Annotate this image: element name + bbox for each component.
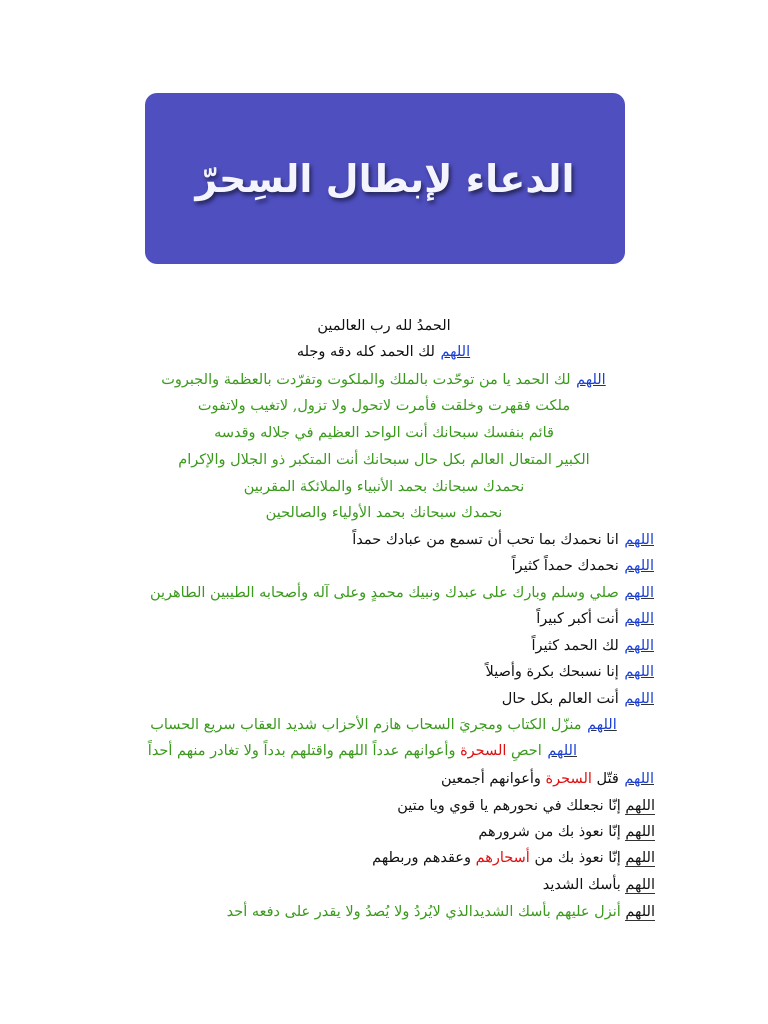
highlight-word: السحرة [545,771,592,787]
prayer-line: اللهم احصِ السحرة وأعوانهم عدداً اللهم واقتلهم بدداً ولا تغادر منهم أحداً [147,743,577,759]
prayer-line: الكبير المتعال العالم بكل حال سبحانك أنت المتكبر ذو الجلال والإكرام [178,452,590,468]
allahumma-link[interactable]: اللهم [624,771,654,787]
allahumma-link[interactable]: اللهم [624,558,654,574]
allahumma-label: اللهم [625,877,655,893]
allahumma-link[interactable]: اللهم [624,532,654,548]
prayer-line: اللهم لك الحمد يا من توحّدت بالملك والملكوت وتفرّدت بالعظمة والجبروت [161,372,606,388]
allahumma-label: اللهم [625,850,655,866]
page-title: الدعاء لإبطال السِحرّ [195,156,575,201]
prayer-line: نحمدك سبحانك بحمد الأولياء والصالحين [265,505,503,521]
allahumma-link[interactable]: اللهم [624,585,654,601]
prayer-line: قائم بنفسك سبحانك أنت الواحد العظيم في جلاله وقدسه [214,425,554,441]
highlight-word: أسحارهم [475,850,530,866]
allahumma-label: اللهم [625,798,655,814]
highlight-word: السحرة [460,743,507,759]
allahumma-label: اللهم [625,904,655,920]
prayer-line: اللهم إنّا نعوذ بك من أسحارهم وعقدهم وربطهم [372,850,655,866]
allahumma-link[interactable]: اللهم [624,691,654,707]
allahumma-link[interactable]: اللهم [547,743,577,759]
allahumma-link[interactable]: اللهم [624,664,654,680]
prayer-line: اللهم أنت أكبر كبيراً [536,611,654,627]
prayer-line: اللهم نحمدك حمداً كثيراً [511,558,654,574]
allahumma-link[interactable]: اللهم [440,344,471,360]
allahumma-link[interactable]: اللهم [624,638,654,654]
prayer-line: اللهم لك الحمد كثيراً [531,638,654,654]
prayer-line: اللهم أنت العالم بكل حال [501,691,654,707]
prayer-line: الحمدُ لله رب العالمين [317,318,451,334]
prayer-line: اللهم إنّا نجعلك في نحورهم يا قوي ويا متين [397,798,655,814]
prayer-line: اللهم أنزل عليهم بأسك الشديدالذي لايُردُ ولا يُصدُ ولا يقدر على دفعه أحد [226,904,655,920]
prayer-line: اللهم إنّا نعوذ بك من شرورهم [478,824,655,840]
prayer-line: اللهم لك الحمد كله دقه وجله [296,344,471,360]
prayer-line: اللهم قتّل السحرة وأعوانهم أجمعين [440,771,654,787]
prayer-line: ملكت فقهرت وخلقت فأمرت لاتحول ولا تزول, لاتغيب ولاتفوت [197,398,571,414]
prayer-line: اللهم بأسك الشديد [542,877,655,893]
prayer-line: اللهم صلي وسلم وبارك على عبدك ونبيك محمدٍ وعلى آله وأصحابه الطيبين الطاهرين [149,585,654,601]
allahumma-link[interactable]: اللهم [624,611,654,627]
allahumma-label: اللهم [625,824,655,840]
prayer-line: اللهم منزّل الكتاب ومجريَ السحاب هازم الأحزاب شديد العقاب سريع الحساب [150,717,617,733]
allahumma-link[interactable]: اللهم [576,372,606,388]
prayer-line: نحمدك سبحانك بحمد الأنبياء والملائكة المقربين [243,479,525,495]
prayer-line: اللهم إنا نسبحك بكرة وأصيلاً [485,664,654,680]
allahumma-link[interactable]: اللهم [587,717,617,733]
prayer-line: اللهم انا نحمدك بما تحب أن تسمع من عبادك حمداً [352,532,654,548]
